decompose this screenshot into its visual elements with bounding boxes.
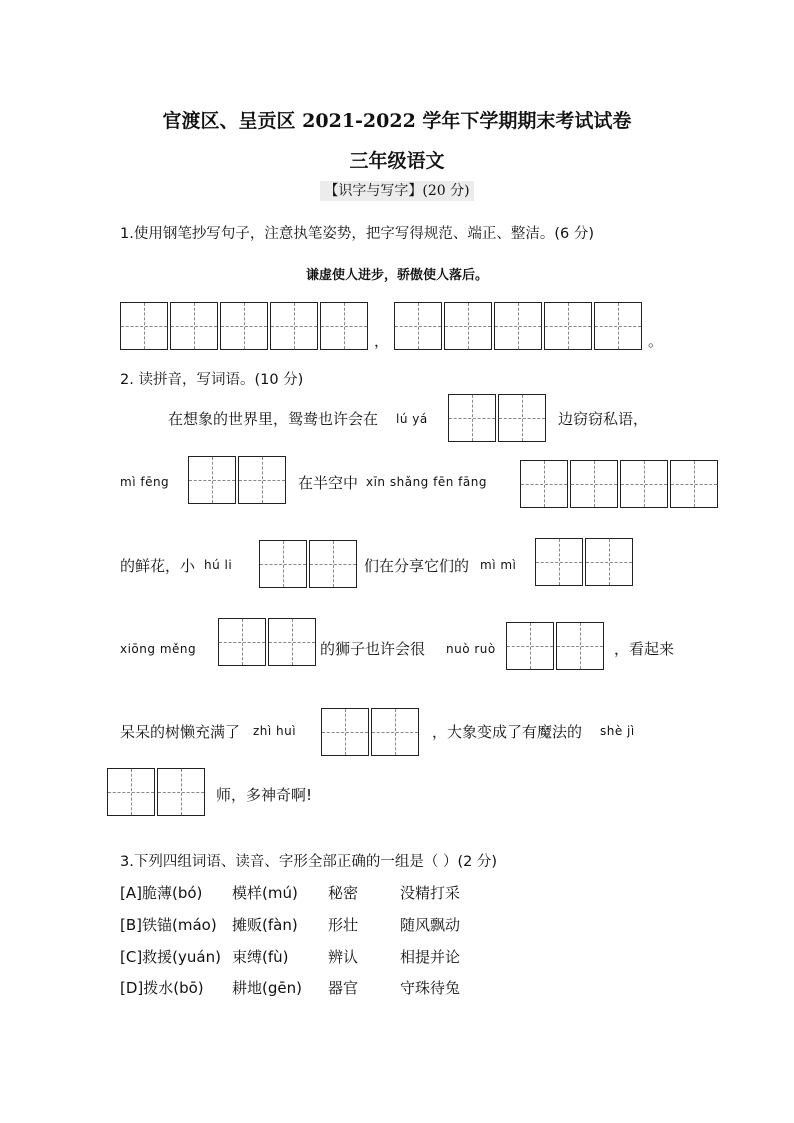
writing-box[interactable] xyxy=(188,456,236,504)
copy-boxes-group-2[interactable] xyxy=(394,302,644,350)
model-sentence: 谦虚使人进步，骄傲使人落后。 xyxy=(305,268,488,283)
q2-line5-start: 呆呆的树懒充满了 xyxy=(120,723,241,741)
writing-box[interactable] xyxy=(394,302,442,350)
q2-line6-end: 师，多神奇啊! xyxy=(216,786,313,804)
writing-box[interactable] xyxy=(268,618,316,666)
option-b-word-2: 摊贩(fàn) xyxy=(232,916,298,934)
writing-box[interactable] xyxy=(238,456,286,504)
writing-box[interactable] xyxy=(270,302,318,350)
writing-box[interactable] xyxy=(494,302,542,350)
comma-mark: ， xyxy=(374,332,390,350)
writing-box[interactable] xyxy=(220,302,268,350)
option-d-word-3: 器官 xyxy=(328,979,359,997)
answer-boxes-huli[interactable] xyxy=(259,540,359,588)
writing-box[interactable] xyxy=(670,460,718,508)
writing-box[interactable] xyxy=(170,302,218,350)
option-a-word-2: 模样(mú) xyxy=(232,884,298,902)
writing-box[interactable] xyxy=(594,302,642,350)
answer-boxes-xinshang-fenfang[interactable] xyxy=(520,460,720,508)
q2-line5-mid: ，大象变成了有魔法的 xyxy=(432,723,583,741)
writing-box[interactable] xyxy=(218,618,266,666)
pinyin-luya: lú yá xyxy=(396,412,428,426)
pinyin-sheji: shè jì xyxy=(600,724,635,738)
writing-box[interactable] xyxy=(506,622,554,670)
writing-box[interactable] xyxy=(107,768,155,816)
answer-boxes-nuoruo[interactable] xyxy=(506,622,606,670)
option-a-word-1[interactable]: [A]脆薄(bó) xyxy=(120,884,203,902)
exam-subtitle: 三年级语文 xyxy=(349,150,445,172)
section-heading-label: 【识字与写字】(20 分) xyxy=(320,181,473,201)
question-2-prompt: 2. 读拼音，写词语。(10 分) xyxy=(120,372,304,388)
q2-line3-start: 的鲜花，小 xyxy=(120,557,196,575)
option-d-word-4: 守珠待兔 xyxy=(400,979,461,997)
writing-box[interactable] xyxy=(120,302,168,350)
option-c-word-4: 相提并论 xyxy=(400,948,461,966)
writing-box[interactable] xyxy=(498,394,546,442)
answer-boxes-luya[interactable] xyxy=(448,394,548,442)
writing-box[interactable] xyxy=(585,538,633,586)
answer-boxes-mimi[interactable] xyxy=(535,538,635,586)
pinyin-xiongmeng: xiōng měng xyxy=(120,642,197,656)
writing-box[interactable] xyxy=(544,302,592,350)
writing-box[interactable] xyxy=(535,538,583,586)
writing-box[interactable] xyxy=(320,302,368,350)
writing-box[interactable] xyxy=(448,394,496,442)
option-d-word-1[interactable]: [D]拨水(bō) xyxy=(120,979,204,997)
writing-box[interactable] xyxy=(620,460,668,508)
q2-line4-end: ，看起来 xyxy=(614,640,675,658)
answer-boxes-xiongmeng[interactable] xyxy=(218,618,318,666)
writing-box[interactable] xyxy=(157,768,205,816)
writing-box[interactable] xyxy=(309,540,357,588)
option-c-word-3: 辨认 xyxy=(328,948,359,966)
writing-box[interactable] xyxy=(259,540,307,588)
option-a-word-3: 秘密 xyxy=(328,884,359,902)
writing-box[interactable] xyxy=(570,460,618,508)
answer-boxes-sheji[interactable] xyxy=(107,768,207,816)
option-c-word-1[interactable]: [C]救援(yuán) xyxy=(120,948,221,966)
pinyin-xinshang-fenfang: xīn shǎng fēn fāng xyxy=(366,475,487,489)
writing-box[interactable] xyxy=(321,708,369,756)
q2-line2-text: 在半空中 xyxy=(298,474,359,492)
option-a-word-4: 没精打采 xyxy=(400,884,461,902)
q2-line3-mid: 们在分享它们的 xyxy=(364,557,470,575)
answer-boxes-mifeng[interactable] xyxy=(188,456,288,504)
exam-title: 官渡区、呈贡区 2021-2022 学年下学期期末考试试卷 xyxy=(162,110,632,132)
option-b-word-1[interactable]: [B]铁锚(máo) xyxy=(120,916,217,934)
option-b-word-4: 随风飘动 xyxy=(400,916,461,934)
q2-line1-end: 边窃窃私语， xyxy=(558,410,649,428)
section-heading xyxy=(0,180,794,200)
q2-line4-mid: 的狮子也许会很 xyxy=(320,640,426,658)
pinyin-nuoruo: nuò ruò xyxy=(446,642,496,656)
pinyin-mimi: mì mì xyxy=(480,558,517,572)
option-c-word-2: 束缚(fù) xyxy=(232,948,289,966)
writing-box[interactable] xyxy=(556,622,604,670)
option-d-word-2: 耕地(gēn) xyxy=(232,979,302,997)
pinyin-huli: hú li xyxy=(204,558,233,572)
question-3-prompt: 3.下列四组词语、读音、字形全部正确的一组是（ ）(2 分) xyxy=(120,854,498,870)
writing-box[interactable] xyxy=(520,460,568,508)
pinyin-mifeng: mì fēng xyxy=(120,475,170,489)
answer-boxes-zhihui[interactable] xyxy=(321,708,421,756)
option-b-word-3: 形壮 xyxy=(328,916,359,934)
copy-boxes-group-1[interactable] xyxy=(120,302,370,350)
pinyin-zhihui: zhì huì xyxy=(253,724,297,738)
question-1-prompt: 1.使用钢笔抄写句子，注意执笔姿势，把字写得规范、端正、整洁。(6 分) xyxy=(120,226,594,242)
writing-box[interactable] xyxy=(444,302,492,350)
writing-box[interactable] xyxy=(371,708,419,756)
q2-line1-text: 在想象的世界里，鸳鸯也许会在 xyxy=(168,410,379,428)
period-mark: 。 xyxy=(648,332,664,350)
